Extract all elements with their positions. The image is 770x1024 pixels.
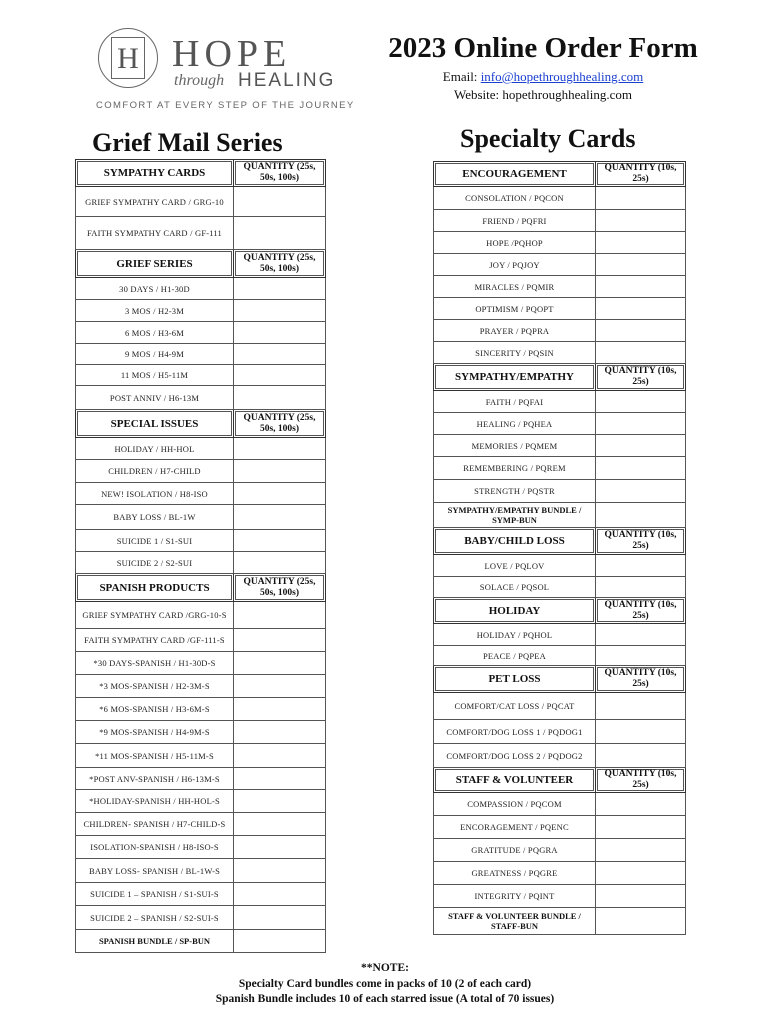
product-name: FAITH / PQFAI — [434, 391, 596, 413]
product-row — [76, 675, 326, 698]
note-line-spanish: Spanish Bundle includes 10 of each starred issue (A total of 70 issues) — [215, 993, 555, 1005]
logo-word-through: through — [174, 72, 225, 89]
quantity-input-cell[interactable] — [234, 768, 326, 790]
brand-logo — [92, 24, 355, 116]
section-header-row — [434, 598, 686, 624]
product-row — [434, 646, 686, 666]
product-row — [76, 836, 326, 859]
bundle-name: SPANISH BUNDLE / SP-BUN — [76, 930, 234, 953]
quantity-input-cell[interactable] — [596, 413, 686, 435]
section-heading: SPECIAL ISSUES — [76, 410, 234, 438]
product-name: SUICIDE 1 / S1-SUI — [76, 530, 234, 552]
section-heading: STAFF & VOLUNTEER — [434, 768, 596, 793]
product-row — [76, 552, 326, 574]
product-name: SUICIDE 2 / S2-SUI — [76, 552, 234, 574]
quantity-header: QUANTITY (10s, 25s) — [596, 528, 686, 555]
quantity-input-cell[interactable] — [234, 813, 326, 836]
product-row — [76, 629, 326, 652]
product-name: ENCORAGEMENT / PQENC — [434, 816, 596, 839]
product-row — [76, 217, 326, 250]
section-header-row — [434, 162, 686, 187]
product-name: FAITH SYMPATHY CARD /GF-111-S — [76, 629, 234, 652]
product-name: *POST ANV-SPANISH / H6-13M-S — [76, 768, 234, 790]
quantity-input-cell[interactable] — [596, 577, 686, 598]
quantity-header: QUANTITY (10s, 25s) — [596, 364, 686, 391]
product-row — [434, 816, 686, 839]
product-name: OPTIMISM / PQOPT — [434, 298, 596, 320]
contact-website — [378, 87, 708, 103]
product-row — [76, 721, 326, 744]
product-row — [434, 480, 686, 503]
product-name: 11 MOS / H5-11M — [76, 365, 234, 386]
product-row — [76, 187, 326, 217]
quantity-input-cell[interactable] — [596, 816, 686, 839]
product-name: REMEMBERING / PQREM — [434, 457, 596, 480]
product-name: 30 DAYS / H1-30D — [76, 278, 234, 300]
section-header-row — [76, 160, 326, 187]
logo-tagline: COMFORT AT EVERY STEP OF THE JOURNEY — [96, 100, 355, 111]
product-name: HOLIDAY / HH-HOL — [76, 438, 234, 460]
product-row — [434, 624, 686, 646]
quantity-input-cell[interactable] — [234, 386, 326, 410]
quantity-input-cell[interactable] — [234, 460, 326, 483]
product-name: *30 DAYS-SPANISH / H1-30D-S — [76, 652, 234, 675]
product-name: MEMORIES / PQMEM — [434, 435, 596, 457]
product-name: HOLIDAY / PQHOL — [434, 624, 596, 646]
product-row — [434, 720, 686, 744]
quantity-input-cell[interactable] — [234, 883, 326, 906]
note-line-bundles: Specialty Card bundles come in packs of 10 (2 of each card) — [238, 978, 532, 990]
quantity-input-cell[interactable] — [596, 254, 686, 276]
product-name: HEALING / PQHEA — [434, 413, 596, 435]
grief-mail-order-table — [75, 159, 326, 953]
product-row — [76, 652, 326, 675]
quantity-input-cell[interactable] — [234, 930, 326, 953]
product-name: LOVE / PQLOV — [434, 555, 596, 577]
product-name: SOLACE / PQSOL — [434, 577, 596, 598]
quantity-header: QUANTITY (10s, 25s) — [596, 162, 686, 187]
product-row — [434, 577, 686, 598]
product-row — [434, 435, 686, 457]
section-heading: SPANISH PRODUCTS — [76, 574, 234, 602]
product-name: COMFORT/DOG LOSS 2 / PQDOG2 — [434, 744, 596, 768]
product-name: BABY LOSS / BL-1W — [76, 505, 234, 530]
section-heading: SYMPATHY CARDS — [76, 160, 234, 187]
section-header-row — [76, 250, 326, 278]
product-name: MIRACLES / PQMIR — [434, 276, 596, 298]
product-row — [434, 839, 686, 862]
product-name: 9 MOS / H4-9M — [76, 344, 234, 365]
product-row — [76, 906, 326, 930]
section-heading: GRIEF SERIES — [76, 250, 234, 278]
product-row — [76, 883, 326, 906]
product-row — [76, 530, 326, 552]
quantity-input-cell[interactable] — [596, 555, 686, 577]
product-row — [434, 298, 686, 320]
product-row — [76, 438, 326, 460]
quantity-input-cell[interactable] — [234, 530, 326, 552]
logo-word-healing: HEALING — [238, 70, 336, 91]
product-row — [434, 210, 686, 232]
email-link[interactable]: info@hopethroughhealing.com — [480, 69, 644, 84]
product-name: 3 MOS / H2-3M — [76, 300, 234, 322]
product-row — [434, 232, 686, 254]
section-header-row — [76, 410, 326, 438]
product-name: *HOLIDAY-SPANISH / HH-HOL-S — [76, 790, 234, 813]
product-name: SINCERITY / PQSIN — [434, 342, 596, 364]
quantity-input-cell[interactable] — [596, 646, 686, 666]
section-heading: PET LOSS — [434, 666, 596, 693]
product-name: COMFORT/DOG LOSS 1 / PQDOG1 — [434, 720, 596, 744]
quantity-input-cell[interactable] — [596, 744, 686, 768]
product-name: GRIEF SYMPATHY CARD /GRG-10-S — [76, 602, 234, 629]
section-heading: SYMPATHY/EMPATHY — [434, 364, 596, 391]
quantity-input-cell[interactable] — [596, 908, 686, 935]
quantity-input-cell[interactable] — [596, 839, 686, 862]
email-label: Email: — [442, 69, 478, 84]
quantity-input-cell[interactable] — [234, 505, 326, 530]
quantity-input-cell[interactable] — [596, 793, 686, 816]
logo-word-hope: HOPE — [172, 33, 292, 75]
product-row — [434, 413, 686, 435]
grief-mail-title: Grief Mail Series — [92, 128, 283, 157]
quantity-input-cell[interactable] — [596, 480, 686, 503]
section-header-row — [434, 666, 686, 693]
quantity-input-cell[interactable] — [596, 503, 686, 528]
quantity-header: QUANTITY (25s, 50s, 100s) — [234, 160, 326, 187]
quantity-input-cell[interactable] — [234, 859, 326, 883]
product-row — [434, 693, 686, 720]
quantity-input-cell[interactable] — [596, 457, 686, 480]
product-row — [76, 278, 326, 300]
product-row — [76, 744, 326, 768]
website-label: Website: — [453, 87, 500, 102]
note-heading: **NOTE: — [361, 962, 409, 974]
product-row — [76, 768, 326, 790]
product-row — [434, 391, 686, 413]
logo-mark-icon: H — [98, 28, 158, 88]
product-name: CONSOLATION / PQCON — [434, 187, 596, 210]
product-name: SUICIDE 2 – SPANISH / S2-SUI-S — [76, 906, 234, 930]
quantity-input-cell[interactable] — [234, 322, 326, 344]
quantity-input-cell[interactable] — [596, 232, 686, 254]
contact-email — [378, 69, 708, 85]
quantity-input-cell[interactable] — [234, 906, 326, 930]
product-name: *9 MOS-SPANISH / H4-9M-S — [76, 721, 234, 744]
section-heading: ENCOURAGEMENT — [434, 162, 596, 187]
product-name: BABY LOSS- SPANISH / BL-1W-S — [76, 859, 234, 883]
quantity-input-cell[interactable] — [596, 320, 686, 342]
quantity-input-cell[interactable] — [234, 721, 326, 744]
product-row — [434, 862, 686, 885]
quantity-input-cell[interactable] — [234, 698, 326, 721]
product-name: *6 MOS-SPANISH / H3-6M-S — [76, 698, 234, 721]
bundle-name: STAFF & VOLUNTEER BUNDLE / STAFF-BUN — [434, 908, 596, 935]
product-name: *3 MOS-SPANISH / H2-3M-S — [76, 675, 234, 698]
quantity-header: QUANTITY (25s, 50s, 100s) — [234, 410, 326, 438]
product-name: ISOLATION-SPANISH / H8-ISO-S — [76, 836, 234, 859]
section-heading: HOLIDAY — [434, 598, 596, 624]
bundle-row — [76, 930, 326, 953]
product-row — [76, 300, 326, 322]
quantity-input-cell[interactable] — [234, 836, 326, 859]
quantity-input-cell[interactable] — [234, 675, 326, 698]
product-name: PRAYER / PQPRA — [434, 320, 596, 342]
quantity-header: QUANTITY (10s, 25s) — [596, 598, 686, 624]
product-name: SUICIDE 1 – SPANISH / S1-SUI-S — [76, 883, 234, 906]
product-row — [76, 386, 326, 410]
quantity-input-cell[interactable] — [596, 342, 686, 364]
bundle-name: SYMPATHY/EMPATHY BUNDLE / SYMP-BUN — [434, 503, 596, 528]
specialty-cards-title: Specialty Cards — [460, 124, 636, 153]
product-row — [76, 365, 326, 386]
product-row — [434, 187, 686, 210]
quantity-input-cell[interactable] — [234, 790, 326, 813]
section-header-row — [434, 364, 686, 391]
product-name: CHILDREN- SPANISH / H7-CHILD-S — [76, 813, 234, 836]
product-name: JOY / PQJOY — [434, 254, 596, 276]
product-name: 6 MOS / H3-6M — [76, 322, 234, 344]
product-name: CHILDREN / H7-CHILD — [76, 460, 234, 483]
product-name: NEW! ISOLATION / H8-ISO — [76, 483, 234, 505]
quantity-input-cell[interactable] — [234, 483, 326, 505]
product-name: HOPE /PQHOP — [434, 232, 596, 254]
product-name: INTEGRITY / PQINT — [434, 885, 596, 908]
product-row — [434, 457, 686, 480]
quantity-input-cell[interactable] — [596, 435, 686, 457]
product-name: *11 MOS-SPANISH / H5-11M-S — [76, 744, 234, 768]
product-row — [76, 322, 326, 344]
quantity-input-cell[interactable] — [234, 552, 326, 574]
quantity-input-cell[interactable] — [234, 344, 326, 365]
quantity-input-cell[interactable] — [234, 365, 326, 386]
quantity-input-cell[interactable] — [234, 438, 326, 460]
quantity-input-cell[interactable] — [234, 629, 326, 652]
quantity-header: QUANTITY (10s, 25s) — [596, 666, 686, 693]
product-row — [76, 460, 326, 483]
quantity-input-cell[interactable] — [596, 187, 686, 210]
website-text: hopethroughhealing.com — [502, 87, 633, 102]
quantity-input-cell[interactable] — [596, 624, 686, 646]
product-row — [76, 344, 326, 365]
product-row — [434, 276, 686, 298]
product-row — [76, 505, 326, 530]
product-name: COMFORT/CAT LOSS / PQCAT — [434, 693, 596, 720]
product-name: GREATNESS / PQGRE — [434, 862, 596, 885]
quantity-input-cell[interactable] — [234, 602, 326, 629]
quantity-input-cell[interactable] — [596, 276, 686, 298]
quantity-header: QUANTITY (25s, 50s, 100s) — [234, 250, 326, 278]
quantity-input-cell[interactable] — [596, 391, 686, 413]
quantity-input-cell[interactable] — [596, 862, 686, 885]
section-header-row — [434, 768, 686, 793]
product-row — [434, 555, 686, 577]
product-row — [434, 885, 686, 908]
bundle-row — [434, 503, 686, 528]
product-name: GRATITUDE / PQGRA — [434, 839, 596, 862]
product-name: STRENGTH / PQSTR — [434, 480, 596, 503]
product-row — [76, 698, 326, 721]
quantity-input-cell[interactable] — [596, 885, 686, 908]
product-name: FAITH SYMPATHY CARD / GF-111 — [76, 217, 234, 250]
product-row — [76, 813, 326, 836]
product-name: GRIEF SYMPATHY CARD / GRG-10 — [76, 187, 234, 217]
page-title: 2023 Online Order Form — [388, 32, 698, 64]
product-row — [434, 342, 686, 364]
product-name: COMPASSION / PQCOM — [434, 793, 596, 816]
quantity-input-cell[interactable] — [234, 187, 326, 217]
quantity-input-cell[interactable] — [596, 210, 686, 232]
section-header-row — [76, 574, 326, 602]
quantity-input-cell[interactable] — [234, 278, 326, 300]
quantity-input-cell[interactable] — [234, 300, 326, 322]
product-row — [76, 602, 326, 629]
product-row — [76, 483, 326, 505]
product-name: FRIEND / PQFRI — [434, 210, 596, 232]
quantity-input-cell[interactable] — [234, 217, 326, 250]
product-name: PEACE / PQPEA — [434, 646, 596, 666]
section-heading: BABY/CHILD LOSS — [434, 528, 596, 555]
section-header-row — [434, 528, 686, 555]
product-row — [434, 320, 686, 342]
quantity-header: QUANTITY (10s, 25s) — [596, 768, 686, 793]
quantity-input-cell[interactable] — [596, 693, 686, 720]
quantity-input-cell[interactable] — [234, 744, 326, 768]
product-row — [434, 744, 686, 768]
quantity-input-cell[interactable] — [596, 298, 686, 320]
specialty-cards-order-table — [433, 161, 686, 935]
product-row — [434, 793, 686, 816]
quantity-input-cell[interactable] — [234, 652, 326, 675]
quantity-input-cell[interactable] — [596, 720, 686, 744]
product-name: POST ANNIV / H6-13M — [76, 386, 234, 410]
product-row — [434, 254, 686, 276]
quantity-header: QUANTITY (25s, 50s, 100s) — [234, 574, 326, 602]
product-row — [76, 790, 326, 813]
bundle-row — [434, 908, 686, 935]
product-row — [76, 859, 326, 883]
